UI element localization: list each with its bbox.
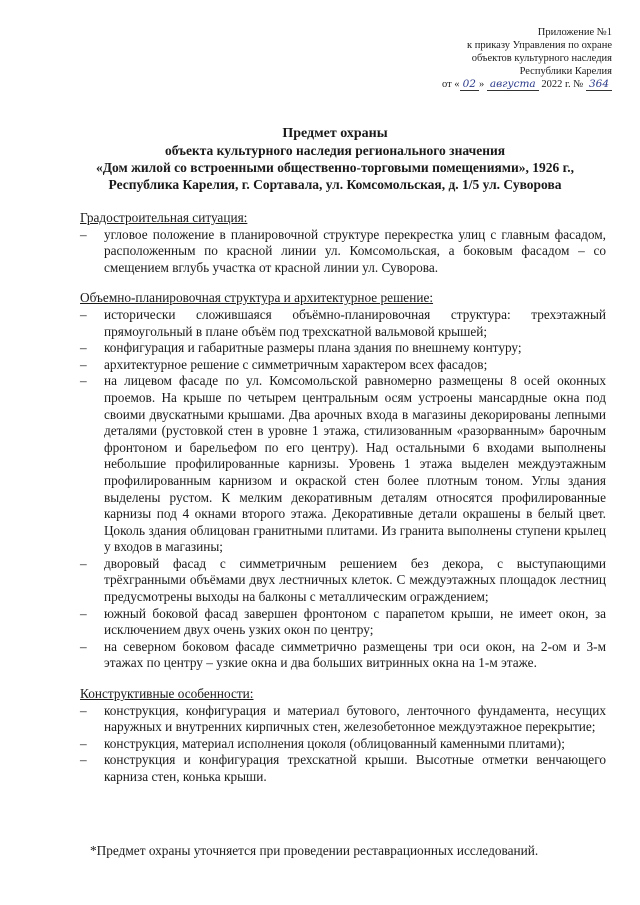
order-number-handwritten: 364 bbox=[586, 78, 612, 91]
appendix-line-4: Республики Карелия bbox=[519, 66, 612, 77]
order-day-handwritten: 02 bbox=[460, 78, 479, 91]
order-prefix: от « bbox=[441, 79, 460, 90]
section-list bbox=[80, 307, 606, 672]
title-line-3: «Дом жилой со встроенными общественно-торговыми помещениями», 1926 г., bbox=[96, 160, 574, 175]
document-body bbox=[80, 210, 606, 800]
appendix-line-2: к приказу Управления по охране bbox=[467, 40, 612, 51]
list-item: – конструкция, материал исполнения цоколя (облицованный каменными плитами); bbox=[80, 736, 606, 753]
order-month-handwritten: августа bbox=[487, 78, 539, 91]
title-line-2: объекта культурного наследия регионального значения bbox=[164, 143, 506, 158]
order-year: 2022 г. № bbox=[541, 79, 584, 90]
section-construction bbox=[80, 686, 606, 786]
section-list bbox=[80, 227, 606, 277]
section-urban-planning bbox=[80, 210, 606, 276]
section-heading: Объемно-планировочная структура и архитектурное решение: bbox=[80, 290, 434, 306]
title-line-4: Республика Карелия, г. Сортавала, ул. Комсомольская, д. 1/5 ул. Суворова bbox=[108, 177, 562, 192]
list-item: – архитектурное решение с симметричным характером всех фасадов; bbox=[80, 357, 606, 374]
title-line-1: Предмет охраны bbox=[282, 126, 388, 141]
list-item: – угловое положение в планировочной структуре перекрестка улиц с главным фасадом, расположенным по красной линии ул. Комсомольская, а боковым фасадом – со смещением вглубь участка от красной линии ул. Суворова. bbox=[80, 227, 606, 277]
appendix-line-1: Приложение №1 bbox=[537, 27, 612, 38]
list-item: – на северном боковом фасаде симметрично размещены три оси окон, на 2-ом и 3-м этажах по центру – узкие окна и два больших витринных окна на 1-м этаже. bbox=[80, 639, 606, 672]
list-item: – на лицевом фасаде по ул. Комсомольской равномерно размещены 8 осей оконных проемов. На крыше по четырем центральным осям устроены мансардные окна под своими двускатными крышами. Два арочных входа в магазины декорированы лепными деталями (рустовкой стен в уровне 1 этажа, стилизованным «разорванным» барочным фронтоном и барельефом по его центру). Над остальными 6 входами выполнены небольшие профилированные карнизы. Уровень 1 этажа выделен междуэтажным профилированным карнизом и окраской стен более плотным тоном. Углы здания выделены рустом. К мелким декоративным деталям относятся профилированные карнизы под 4 окнами второго этажа. Декоративные детали окрашены в белый цвет. Цоколь здания облицован гранитными плитами. Из гранита выполнены ступени крылец у входов в магазины; bbox=[80, 373, 606, 556]
list-item: – южный боковой фасад завершен фронтоном с парапетом крыши, не имеет окон, за исключением двух очень узких окон по центру; bbox=[80, 606, 606, 639]
order-date-line bbox=[352, 78, 612, 91]
appendix-line-3: объектов культурного наследия bbox=[471, 53, 612, 64]
section-heading: Градостроительная ситуация: bbox=[80, 210, 248, 225]
document-title bbox=[70, 125, 600, 193]
section-heading: Конструктивные особенности: bbox=[80, 686, 254, 702]
appendix-block bbox=[352, 26, 612, 91]
list-item: – конструкция и конфигурация трехскатной крыши. Высотные отметки венчающего карниза стен, конька крыши. bbox=[80, 752, 606, 785]
section-list bbox=[80, 703, 606, 786]
order-mid: » bbox=[478, 79, 485, 90]
footnote: *Предмет охраны уточняется при проведении реставрационных исследований. bbox=[90, 843, 539, 858]
list-item: – конструкция, конфигурация и материал бутового, ленточного фундамента, несущих наружных и внутренних кирпичных стен, железобетонное междуэтажное перекрытие; bbox=[80, 703, 606, 736]
list-item: – конфигурация и габаритные размеры плана здания по внешнему контуру; bbox=[80, 340, 606, 357]
list-item: – исторически сложившаяся объёмно-планировочная структура: трехэтажный прямоугольный в плане объём под трехскатной вальмовой крышей; bbox=[80, 307, 606, 340]
list-item: – дворовый фасад с симметричным решением без декора, с выступающими трёхгранными объёмами двух лестничных клеток. С междуэтажных площадок лестниц предусмотрены выходы на балконы с металлическим ограждением; bbox=[80, 556, 606, 606]
section-architecture bbox=[80, 290, 606, 672]
